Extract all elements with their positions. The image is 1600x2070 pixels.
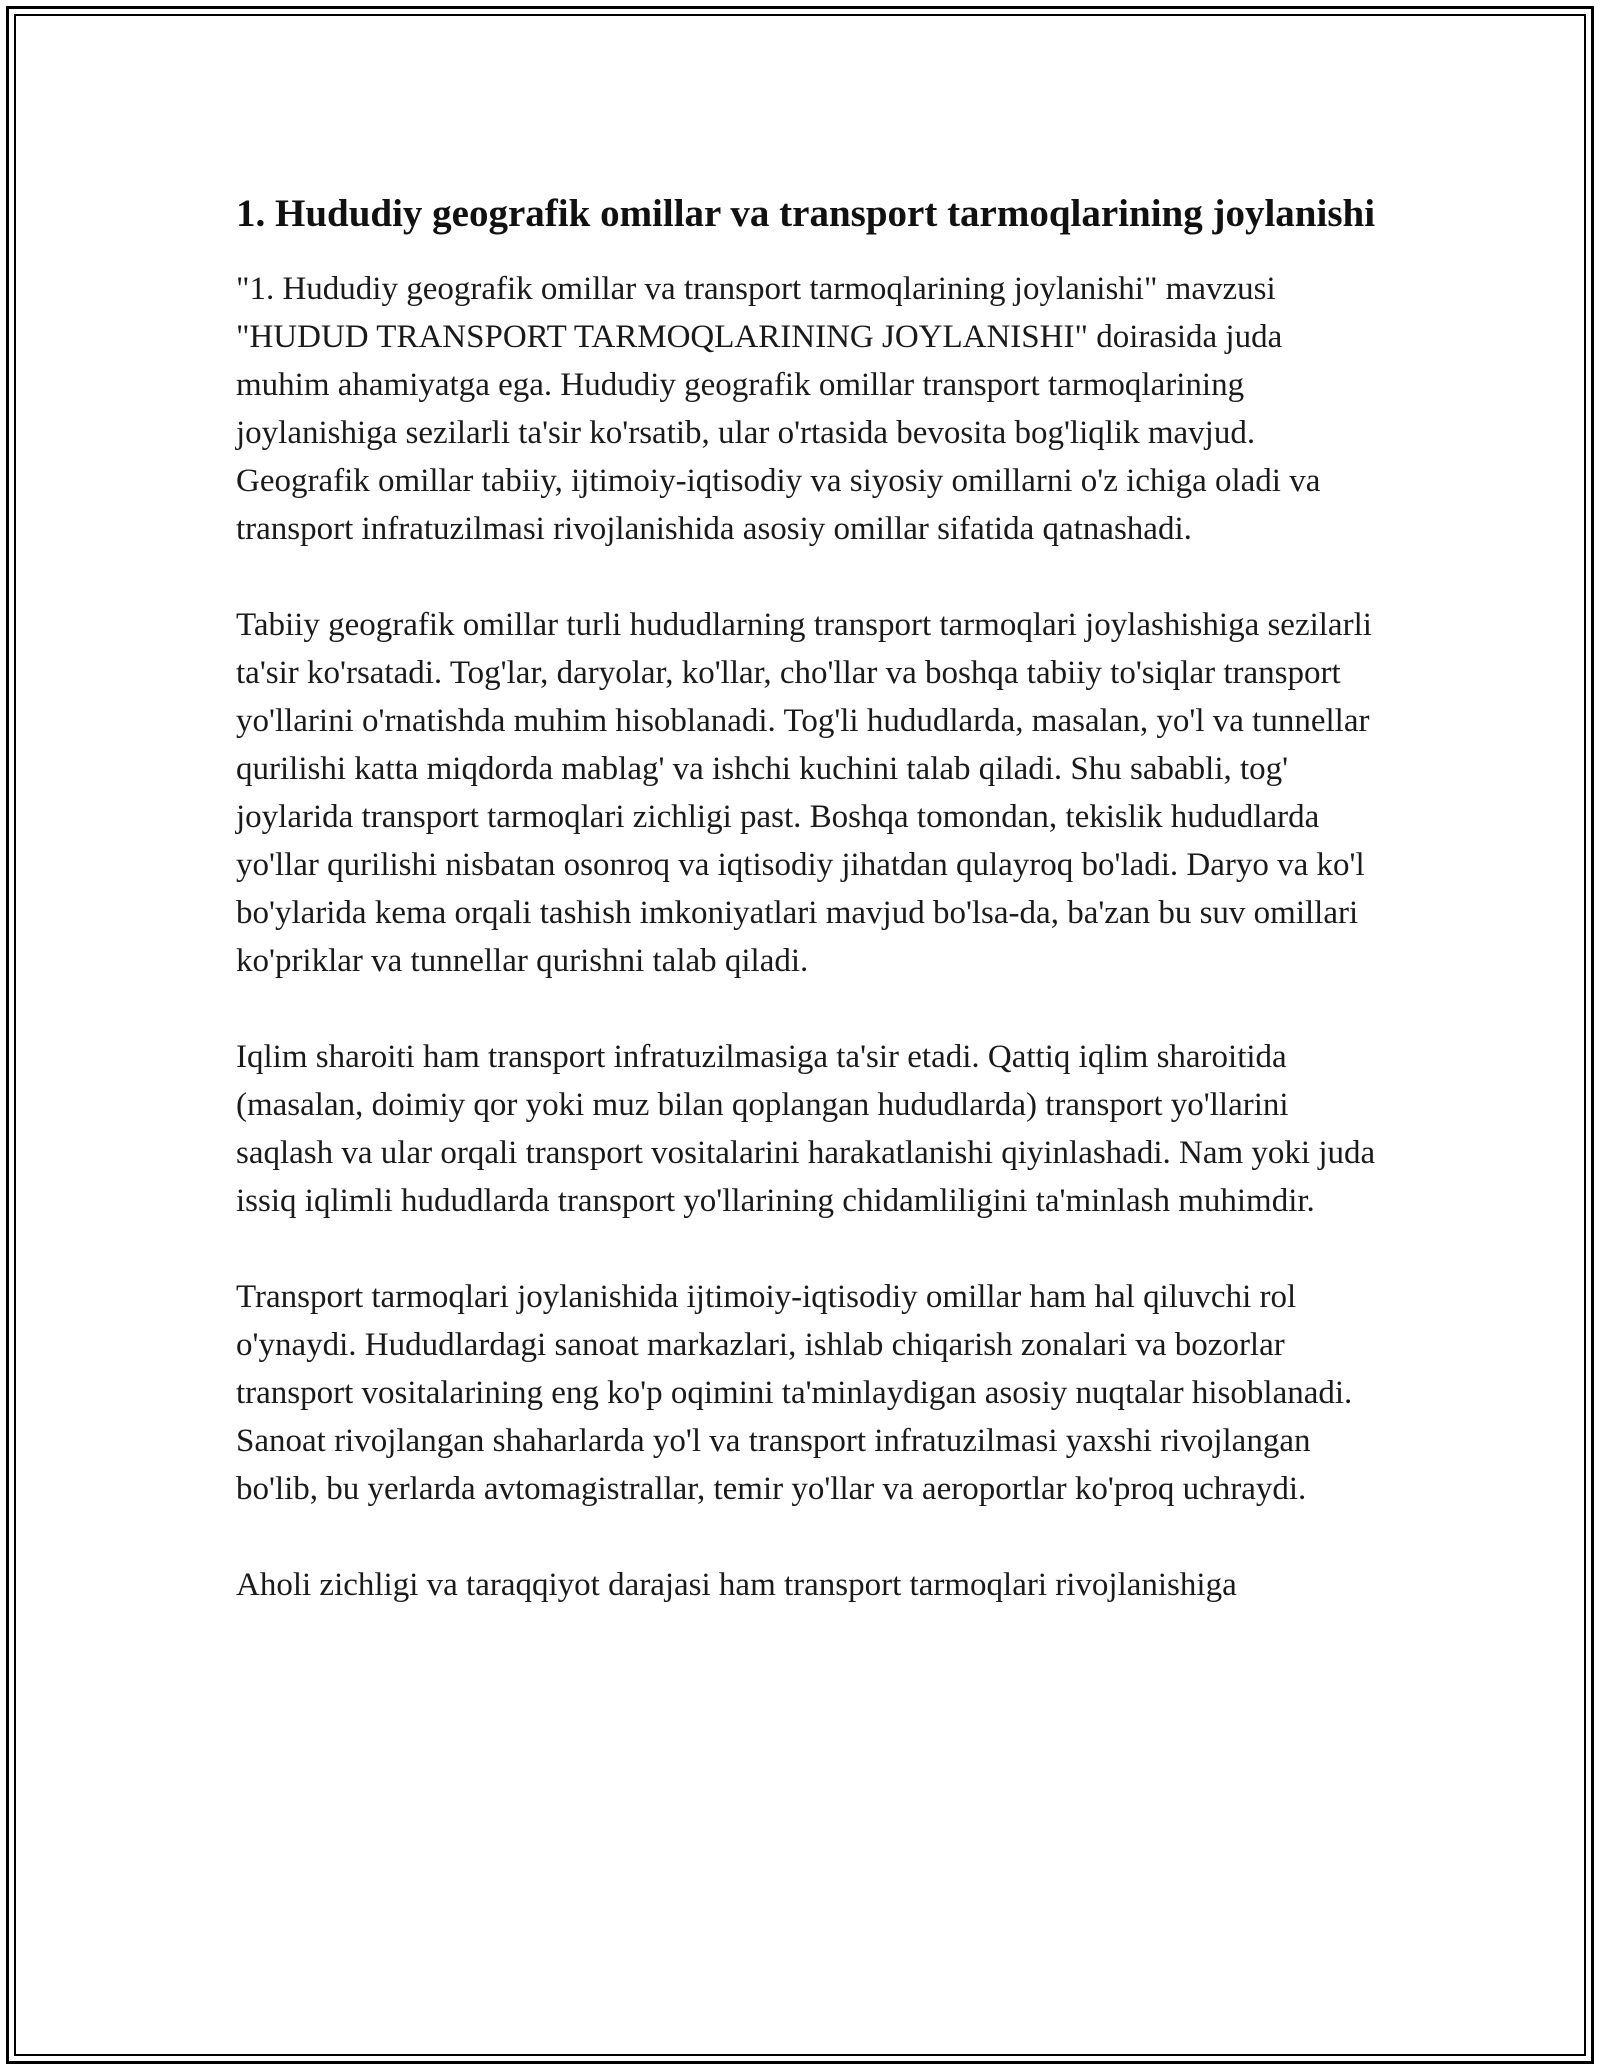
paragraph-1: "1. Hududiy geografik omillar va transport tarmoqlarining joylanishi" mavzusi "HUDUD TRANSPORT TARMOQLARINING JOYLANISHI" doirasida juda muhim ahamiyatga ega. Hududiy geografik omillar transport tarmoqlarining joylanishiga sezilarli ta'sir ko'rsatib, ular o'rtasida bevosita bog'liqlik mavjud. Geografik omillar tabiiy, ijtimoiy-iqtisodiy va siyosiy omillarni o'z ichiga oladi va transport infratuzilmasi rivojlanishida asosiy omillar sifatida qatnashadi.	[236, 271, 1321, 547]
document-body	[236, 186, 1376, 1657]
paragraph-5: Aholi zichligi va taraqqiyot darajasi ham transport tarmoqlari rivojlanishiga	[236, 1567, 1237, 1603]
paragraph-4: Transport tarmoqlari joylanishida ijtimoiy-iqtisodiy omillar ham hal qiluvchi rol o'ynaydi. Hududlardagi sanoat markazlari, ishlab chiqarish zonalari va bozorlar transport vositalarining eng ko'p oqimini ta'minlaydigan asosiy nuqtalar hisoblanadi. Sanoat rivojlangan shaharlarda yo'l va transport infratuzilmasi yaxshi rivojlangan bo'lib, bu yerlarda avtomagistrallar, temir yo'llar va aeroportlar ko'proq uchraydi.	[236, 1279, 1353, 1507]
document-title: 1. Hududiy geografik omillar va transport tarmoqlarining joylanishi	[236, 192, 1376, 235]
paragraph-3: Iqlim sharoiti ham transport infratuzilmasiga ta'sir etadi. Qattiq iqlim sharoitida (masalan, doimiy qor yoki muz bilan qoplangan hududlarda) transport yo'llarini saqlash va ular orqali transport vositalarini harakatlanishi qiyinlashadi. Nam yoki juda issiq iqlimli hududlarda transport yo'llarining chidamliligini ta'minlash muhimdir.	[236, 1039, 1376, 1219]
paragraph-2: Tabiiy geografik omillar turli hududlarning transport tarmoqlari joylashishiga sezilarli ta'sir ko'rsatadi. Tog'lar, daryolar, ko'llar, cho'llar va boshqa tabiiy to'siqlar transport yo'llarini o'rnatishda muhim hisoblanadi. Tog'li hududlarda, masalan, yo'l va tunnellar qurilishi katta miqdorda mablag' va ishchi kuchini talab qiladi. Shu sababli, tog' joylarida transport tarmoqlari zichligi past. Boshqa tomondan, tekislik hududlarda yo'llar qurilishi nisbatan osonroq va iqtisodiy jihatdan qulayroq bo'ladi. Daryo va ko'l bo'ylarida kema orqali tashish imkoniyatlari mavjud bo'lsa-da, ba'zan bu suv omillari ko'priklar va tunnellar qurishni talab qiladi.	[236, 607, 1372, 979]
